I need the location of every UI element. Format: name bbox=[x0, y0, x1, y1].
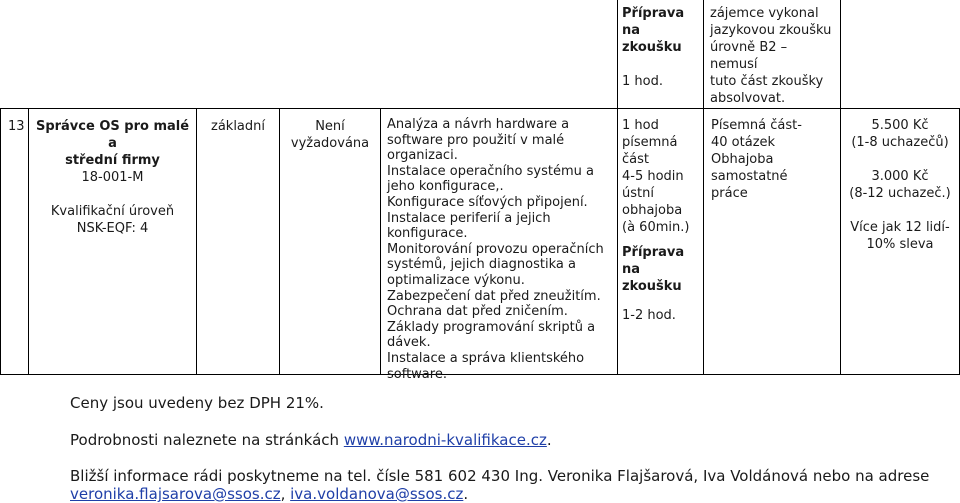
duration-line: část bbox=[622, 152, 649, 167]
spacer bbox=[30, 186, 195, 203]
exam-line: Obhajoba samostatné bbox=[711, 152, 788, 184]
contact-text: Bližší informace rádi poskytneme na tel. čísle 581 602 430 Ing. Veronika Flajšarová, Iva Voldánová nebo na adrese bbox=[70, 467, 930, 485]
duration-cell bbox=[622, 117, 702, 324]
note-line: úrovně B2 – nemusí bbox=[710, 40, 788, 72]
contact-block bbox=[70, 467, 950, 503]
email-link-voldanova[interactable]: iva.voldanova@ssos.cz bbox=[290, 485, 464, 503]
duration-line: 1 hod bbox=[622, 118, 659, 133]
exam-line: Písemná část- bbox=[711, 118, 802, 133]
content-line: Instalace periferií a jejich bbox=[387, 210, 551, 226]
content-line: jeho konfigurace,. bbox=[387, 179, 504, 195]
qualification-code: 18-001-M bbox=[81, 170, 144, 185]
content-line: Instalace operačního systému a bbox=[387, 163, 594, 179]
duration-line: písemná bbox=[622, 135, 678, 150]
email-link-flajsarova[interactable]: veronika.flajsarova@ssos.cz bbox=[70, 485, 281, 503]
price-line: 10% sleva bbox=[866, 237, 934, 252]
prep-title: Příprava na zkoušku bbox=[622, 245, 685, 294]
content-line: systémů, jejich diagnostika a bbox=[387, 257, 576, 273]
col-divider bbox=[380, 108, 381, 375]
details-line bbox=[70, 431, 552, 449]
price-line: 3.000 Kč bbox=[871, 169, 929, 184]
prep-time: 1-2 hod. bbox=[622, 308, 676, 323]
note-line: tuto část zkoušky bbox=[710, 74, 824, 89]
content-line: software pro použití v malé bbox=[387, 132, 565, 148]
price-cell bbox=[842, 117, 958, 253]
col-divider bbox=[28, 108, 29, 375]
content-line: dávek. bbox=[387, 335, 431, 351]
content-line: konfigurace. bbox=[387, 226, 468, 242]
note-line: absolvovat. bbox=[710, 91, 786, 106]
price-line: (8-12 uchazeč.) bbox=[849, 186, 951, 201]
note-line: zájemce vykonal bbox=[710, 6, 819, 21]
col-divider bbox=[840, 108, 841, 375]
prep-time: 1 hod. bbox=[622, 74, 663, 89]
content-line: organizaci. bbox=[387, 148, 458, 164]
education-cell: základní bbox=[211, 119, 265, 134]
duration-line: ústní bbox=[622, 186, 654, 201]
experience-line: Není bbox=[315, 119, 345, 134]
col-divider bbox=[196, 108, 197, 375]
email-separator: , bbox=[280, 485, 291, 503]
content-line: Konfigurace síťových připojení. bbox=[387, 194, 588, 210]
narodni-kvalifikace-link[interactable]: www.narodni-kvalifikace.cz bbox=[343, 431, 547, 449]
qualification-level: Kvalifikační úroveň bbox=[50, 204, 175, 219]
exam-form-cell bbox=[711, 117, 839, 202]
qualification-cell bbox=[30, 118, 195, 237]
spacer bbox=[842, 151, 958, 168]
row-number: 13 bbox=[8, 119, 25, 134]
col-divider bbox=[0, 108, 1, 375]
price-line: (1-8 uchazečů) bbox=[851, 135, 949, 150]
col-divider bbox=[703, 0, 704, 108]
exam-line: 40 otázek bbox=[711, 135, 776, 150]
details-prefix: Podrobnosti naleznete na stránkách bbox=[70, 431, 344, 449]
experience-line: vyžadována bbox=[290, 136, 370, 151]
note-line: jazykovou zkoušku bbox=[710, 23, 832, 38]
row-divider bbox=[0, 108, 960, 109]
content-line: Instalace a správa klientského bbox=[387, 350, 585, 366]
top-prep-cell bbox=[622, 5, 700, 90]
col-divider bbox=[617, 0, 618, 108]
content-line: software. bbox=[387, 366, 447, 382]
col-divider bbox=[840, 0, 841, 108]
col-divider bbox=[617, 108, 618, 375]
content-line: Analýza a návrh hardware a bbox=[387, 117, 570, 132]
details-suffix: . bbox=[546, 431, 552, 449]
duration-line: 4-5 hodin bbox=[622, 169, 684, 184]
col-divider bbox=[279, 108, 280, 375]
qualification-title: střední firmy bbox=[65, 153, 160, 168]
exam-content-cell bbox=[387, 117, 615, 382]
content-line: Zabezpečení dat před zneužitím. bbox=[387, 288, 601, 304]
content-line: optimalizace výkonu. bbox=[387, 272, 525, 288]
experience-cell bbox=[281, 118, 379, 152]
prep-title: Příprava na zkoušku bbox=[622, 6, 685, 55]
qualification-level: NSK-EQF: 4 bbox=[76, 221, 149, 236]
col-divider bbox=[703, 108, 704, 375]
vat-note: Ceny jsou uvedeny bez DPH 21%. bbox=[70, 394, 324, 412]
duration-line: obhajoba bbox=[622, 203, 683, 218]
contact-end: . bbox=[463, 485, 469, 503]
price-line: 5.500 Kč bbox=[871, 118, 929, 133]
content-line: Základy programování skriptů a bbox=[387, 319, 596, 335]
spacer bbox=[842, 202, 958, 219]
top-note-cell bbox=[710, 5, 838, 107]
qualification-title: Správce OS pro malé a bbox=[35, 119, 190, 151]
price-line: Více jak 12 lidí- bbox=[850, 220, 950, 235]
content-line: Monitorování provozu operačních bbox=[387, 241, 604, 257]
content-line: Ochrana dat před zničením. bbox=[387, 304, 568, 320]
duration-line: (à 60min.) bbox=[622, 220, 690, 235]
exam-line: práce bbox=[711, 186, 748, 201]
